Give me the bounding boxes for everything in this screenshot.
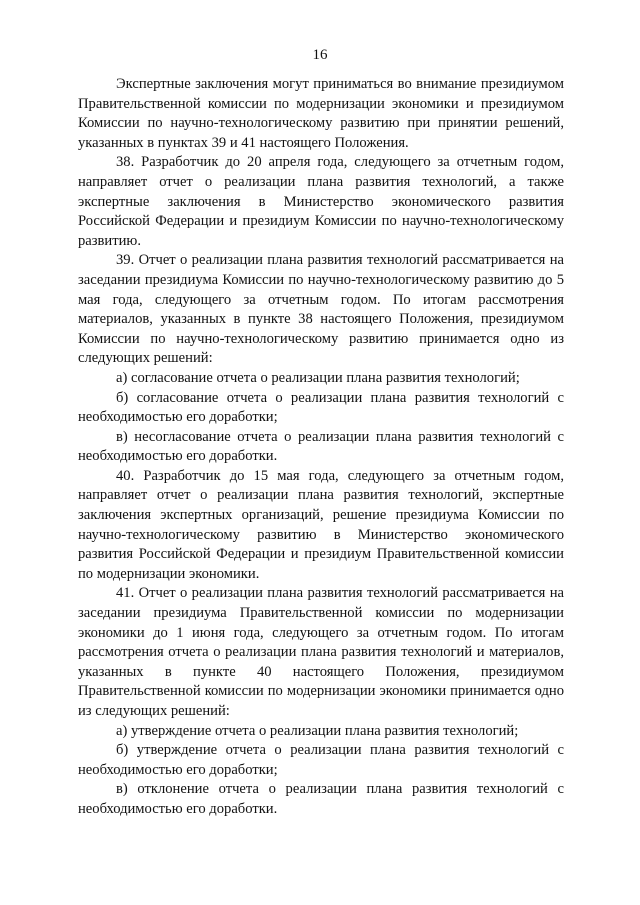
paragraph-39: 39. Отчет о реализации плана развития технологий рассматривается на заседании президиума Комиссии по научно-технологическому развитию до 5 мая года, следующего за отчетным годом. По итогам рассмотрения материалов, указанных в пункте 38 настоящего Положения, президиумом Комиссии по научно-технологическому развитию принимается одно из следующих решений: <box>78 252 564 367</box>
paragraph-40: 40. Разработчик до 15 мая года, следующего за отчетным годом, направляет отчет о реализации плана развития технологий, экспертные заключения экспертных организаций, решение президиума Комиссии по научно-технологическому развитию в Министерство экономического развития Российской Федерации и президиум Правительственной комиссии по модернизации экономики. <box>78 467 564 582</box>
paragraph-41-item-b: б) утверждение отчета о реализации плана развития технологий с необходимостью его доработки; <box>78 742 564 778</box>
paragraph-39-item-b: б) согласование отчета о реализации плана развития технологий с необходимостью его доработки; <box>78 389 564 426</box>
page-number: 16 <box>312 47 328 63</box>
paragraph-39-item-v: в) несогласование отчета о реализации плана развития технологий с необходимостью его доработки. <box>78 428 564 465</box>
paragraph-41-item-v: в) отклонение отчета о реализации плана развития технологий с необходимостью его доработки. <box>78 781 564 817</box>
paragraph-38: 38. Разработчик до 20 апреля года, следующего за отчетным годом, направляет отчет о реализации плана развития технологий, а также экспертные заключения в Министерство экономического развития Российской Федерации и президиум Комиссии по научно-технологическому развитию. <box>78 154 564 249</box>
paragraph-expert-opinions: Экспертные заключения могут приниматься во внимание президиумом Правительственной комиссии по модернизации экономики и президиумом Комиссии по научно-технологическому развитию при принятии решений, указанных в пунктах 39 и 41 настоящего Положения. <box>78 76 564 151</box>
document-body <box>78 75 564 820</box>
paragraph-39-item-a: а) согласование отчета о реализации плана развития технологий; <box>116 369 520 386</box>
paragraph-41: 41. Отчет о реализации плана развития технологий рассматривается на заседании президиума Правительственной комиссии по модернизации экономики до 1 июня года, следующего за отчетным годом. По итогам рассмотрения отчета о реализации плана развития технологий и материалов, указанных в пункте 40 настоящего Положения, президиумом Правительственной комиссии по модернизации экономики принимается одно из следующих решений: <box>78 585 564 719</box>
paragraph-41-item-a: а) утверждение отчета о реализации плана развития технологий; <box>116 722 519 739</box>
